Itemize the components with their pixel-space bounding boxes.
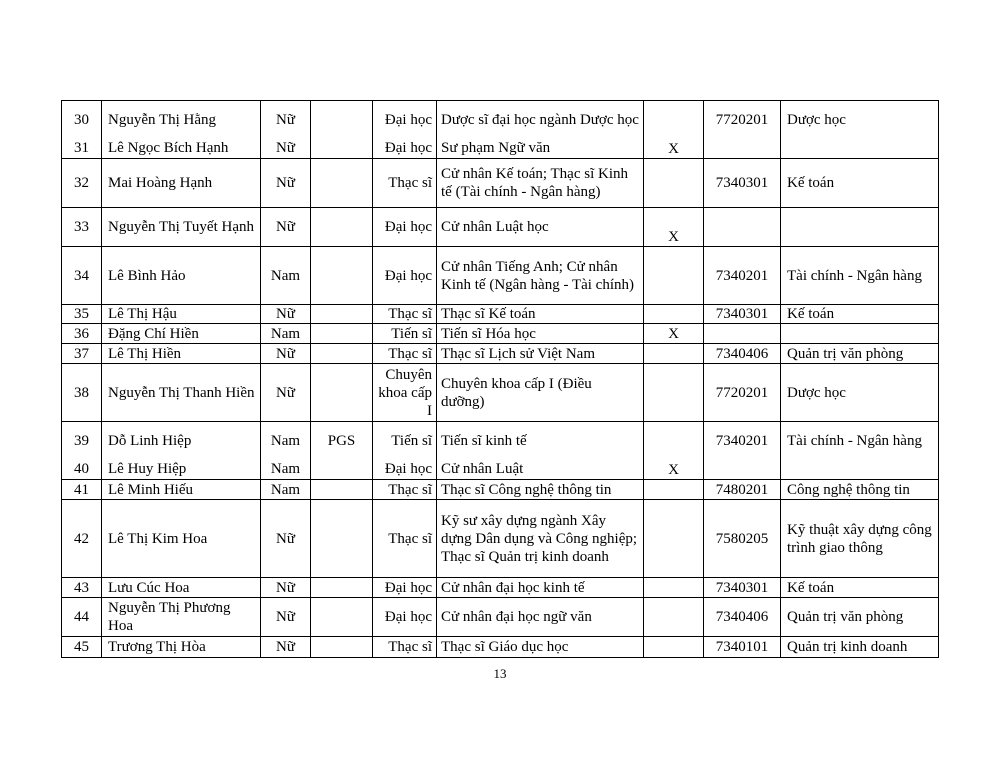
table-row [62,139,939,159]
gender-cell: Nam [261,324,311,344]
degree-cell: Đại học [373,598,437,637]
title-cell [311,324,373,344]
table-row [62,101,939,139]
stt-cell: 35 [62,305,102,324]
title-cell [311,139,373,159]
program-code-cell: 7340201 [704,422,781,460]
x-mark-cell [644,480,704,500]
title-cell [311,578,373,598]
qualification-cell: Chuyên khoa cấp I (Điều dưỡng) [437,364,644,422]
degree-cell: Đại học [373,139,437,159]
table-row [62,305,939,324]
gender-cell: Nam [261,480,311,500]
name-cell: Mai Hoàng Hạnh [102,159,261,208]
title-cell [311,364,373,422]
name-cell: Dỗ Linh Hiệp [102,422,261,460]
stt-cell: 42 [62,500,102,578]
program-code-cell: 7340201 [704,247,781,305]
qualification-cell: Thạc sĩ Kế toán [437,305,644,324]
stt-cell: 37 [62,344,102,364]
staff-table [61,100,939,658]
title-cell [311,208,373,247]
name-cell: Lê Thị Kim Hoa [102,500,261,578]
title-cell [311,480,373,500]
gender-cell: Nữ [261,637,311,658]
name-cell: Trương Thị Hòa [102,637,261,658]
qualification-cell: Tiến sĩ Hóa học [437,324,644,344]
table-row [62,324,939,344]
stt-cell: 40 [62,460,102,480]
title-cell [311,159,373,208]
x-mark-cell [644,422,704,460]
degree-cell: Thạc sĩ [373,480,437,500]
x-mark-cell: X [644,208,704,247]
major-cell: Tài chính - Ngân hàng [781,422,939,460]
table-row [62,364,939,422]
program-code-cell: 7340406 [704,344,781,364]
title-cell [311,598,373,637]
table-row [62,460,939,480]
major-cell: Công nghệ thông tin [781,480,939,500]
table-row [62,422,939,460]
program-code-cell: 7340301 [704,578,781,598]
program-code-cell: 7340301 [704,159,781,208]
major-cell: Quản trị kinh doanh [781,637,939,658]
major-cell [781,324,939,344]
name-cell: Nguyễn Thị Hằng [102,101,261,139]
stt-cell: 30 [62,101,102,139]
name-cell: Lê Thị Hiền [102,344,261,364]
program-code-cell: 7720201 [704,364,781,422]
x-mark-cell [644,305,704,324]
program-code-cell: 7340301 [704,305,781,324]
stt-cell: 39 [62,422,102,460]
degree-cell: Chuyên khoa cấp I [373,364,437,422]
title-cell [311,305,373,324]
title-cell [311,500,373,578]
program-code-cell [704,208,781,247]
gender-cell: Nam [261,247,311,305]
name-cell: Lê Bình Hảo [102,247,261,305]
table-row [62,578,939,598]
table-row [62,208,939,247]
stt-cell: 43 [62,578,102,598]
x-mark-cell [644,598,704,637]
name-cell: Lê Ngọc Bích Hạnh [102,139,261,159]
qualification-cell: Thạc sĩ Giáo dục học [437,637,644,658]
title-cell [311,101,373,139]
qualification-cell: Kỹ sư xây dựng ngành Xây dựng Dân dụng và Công nghiệp; Thạc sĩ Quản trị kinh doanh [437,500,644,578]
gender-cell: Nữ [261,139,311,159]
x-mark-cell: X [644,460,704,480]
gender-cell: Nữ [261,101,311,139]
x-mark-cell: X [644,139,704,159]
name-cell: Lê Minh Hiếu [102,480,261,500]
major-cell [781,460,939,480]
x-mark-cell [644,578,704,598]
gender-cell: Nữ [261,208,311,247]
stt-cell: 33 [62,208,102,247]
stt-cell: 34 [62,247,102,305]
major-cell: Dược học [781,364,939,422]
title-cell [311,344,373,364]
page-number: 13 [493,666,507,681]
qualification-cell: Dược sĩ đại học ngành Dược học [437,101,644,139]
stt-cell: 44 [62,598,102,637]
qualification-cell: Cử nhân đại học ngữ văn [437,598,644,637]
qualification-cell: Cử nhân Kế toán; Thạc sĩ Kinh tế (Tài chính - Ngân hàng) [437,159,644,208]
qualification-cell: Tiến sĩ kinh tế [437,422,644,460]
degree-cell: Tiến sĩ [373,324,437,344]
degree-cell: Thạc sĩ [373,500,437,578]
table-row [62,598,939,637]
name-cell: Đặng Chí Hiền [102,324,261,344]
qualification-cell: Sư phạm Ngữ văn [437,139,644,159]
stt-cell: 45 [62,637,102,658]
major-cell: Quản trị văn phòng [781,344,939,364]
program-code-cell: 7340406 [704,598,781,637]
degree-cell: Đại học [373,101,437,139]
x-mark-cell [644,344,704,364]
stt-cell: 32 [62,159,102,208]
gender-cell: Nữ [261,159,311,208]
degree-cell: Đại học [373,247,437,305]
major-cell: Kế toán [781,305,939,324]
name-cell: Nguyễn Thị Thanh Hiền [102,364,261,422]
major-cell: Dược học [781,101,939,139]
x-mark-cell [644,159,704,208]
major-cell: Kỹ thuật xây dựng công trình giao thông [781,500,939,578]
degree-cell: Thạc sĩ [373,305,437,324]
table-row [62,159,939,208]
program-code-cell [704,460,781,480]
name-cell: Nguyễn Thị Tuyết Hạnh [102,208,261,247]
name-cell: Lê Thị Hậu [102,305,261,324]
degree-cell: Đại học [373,578,437,598]
program-code-cell: 7580205 [704,500,781,578]
stt-cell: 31 [62,139,102,159]
table-row [62,480,939,500]
program-code-cell [704,324,781,344]
x-mark-cell [644,364,704,422]
table-row [62,247,939,305]
x-mark-cell [644,101,704,139]
major-cell [781,208,939,247]
qualification-cell: Thạc sĩ Công nghệ thông tin [437,480,644,500]
gender-cell: Nữ [261,364,311,422]
gender-cell: Nữ [261,500,311,578]
major-cell: Kế toán [781,578,939,598]
qualification-cell: Cử nhân Tiếng Anh; Cử nhân Kinh tế (Ngân hàng - Tài chính) [437,247,644,305]
gender-cell: Nữ [261,598,311,637]
degree-cell: Tiến sĩ [373,422,437,460]
qualification-cell: Cử nhân Luật [437,460,644,480]
x-mark-cell [644,500,704,578]
x-mark-cell [644,247,704,305]
degree-cell: Thạc sĩ [373,159,437,208]
major-cell: Tài chính - Ngân hàng [781,247,939,305]
stt-cell: 41 [62,480,102,500]
degree-cell: Thạc sĩ [373,344,437,364]
degree-cell: Đại học [373,460,437,480]
program-code-cell: 7480201 [704,480,781,500]
gender-cell: Nam [261,422,311,460]
gender-cell: Nữ [261,578,311,598]
table-body [62,101,939,658]
gender-cell: Nam [261,460,311,480]
name-cell: Nguyễn Thị Phương Hoa [102,598,261,637]
title-cell: PGS [311,422,373,460]
stt-cell: 38 [62,364,102,422]
degree-cell: Thạc sĩ [373,637,437,658]
table-row [62,637,939,658]
qualification-cell: Thạc sĩ Lịch sử Việt Nam [437,344,644,364]
qualification-cell: Cử nhân đại học kinh tế [437,578,644,598]
table-row [62,344,939,364]
title-cell [311,460,373,480]
title-cell [311,637,373,658]
major-cell: Kế toán [781,159,939,208]
name-cell: Lê Huy Hiệp [102,460,261,480]
program-code-cell: 7720201 [704,101,781,139]
program-code-cell: 7340101 [704,637,781,658]
x-mark-cell [644,637,704,658]
table-row [62,500,939,578]
qualification-cell: Cử nhân Luật học [437,208,644,247]
major-cell: Quản trị văn phòng [781,598,939,637]
major-cell [781,139,939,159]
stt-cell: 36 [62,324,102,344]
degree-cell: Đại học [373,208,437,247]
x-mark-cell: X [644,324,704,344]
program-code-cell [704,139,781,159]
name-cell: Lưu Cúc Hoa [102,578,261,598]
gender-cell: Nữ [261,305,311,324]
gender-cell: Nữ [261,344,311,364]
title-cell [311,247,373,305]
